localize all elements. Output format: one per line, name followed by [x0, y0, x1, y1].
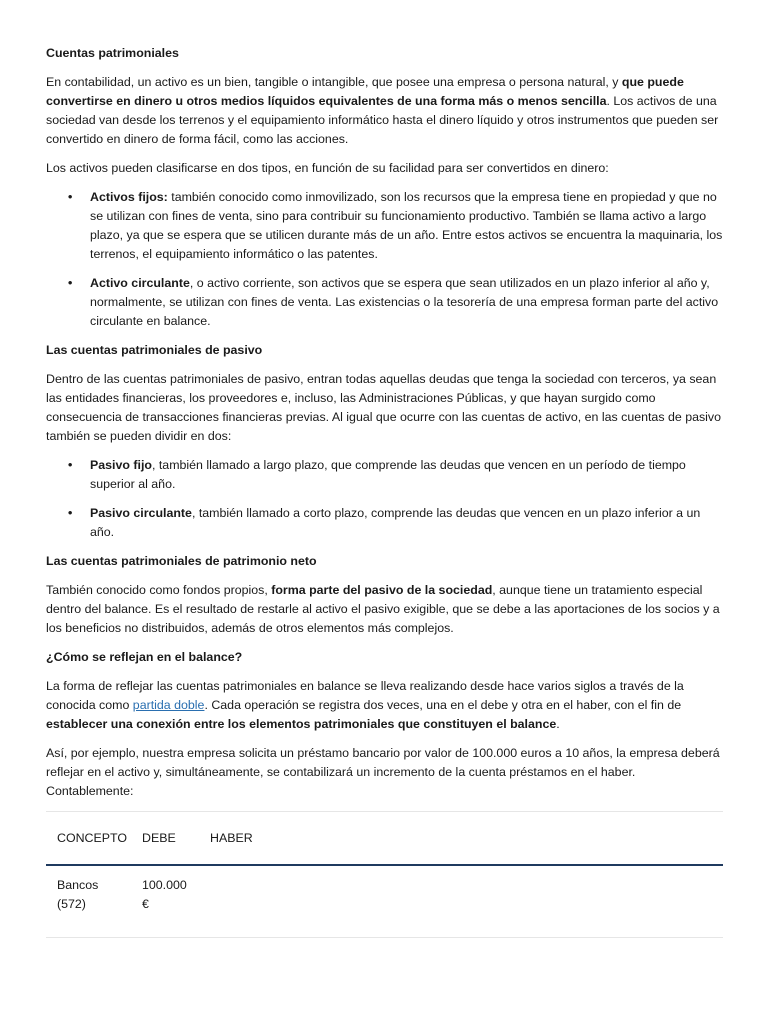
- partida-doble-link[interactable]: partida doble: [132, 698, 205, 712]
- table-row: [46, 866, 723, 938]
- column-header-haber: HABER: [210, 830, 253, 845]
- cell-text: 100.000 €: [142, 878, 187, 911]
- paragraph-text: . Los activos de una sociedad van desde los terrenos y el equipamiento informático hasta el dinero líquido y otros instrumentos que pueden ser convertido en dinero de forma fácil, como las acciones.: [46, 94, 719, 146]
- list-item: [46, 456, 726, 494]
- list-item: [46, 188, 726, 264]
- section-heading: Las cuentas patrimoniales de pasivo: [46, 343, 263, 357]
- paragraph: Dentro de las cuentas patrimoniales de pasivo, entran todas aquellas deudas que tenga la sociedad con terceros, ya sean las entidades financieras, los proveedores e, incluso, las Administraciones Públicas, y que hayan surgido como consecuencia de transacciones financieras previas. Al igual que ocurre con las cuentas de activo, en las cuentas de pasivo también se pueden dividir en dos:: [46, 372, 722, 443]
- table-cell: [142, 876, 210, 937]
- bold-text: Activos fijos:: [90, 190, 168, 204]
- paragraph: [46, 677, 726, 734]
- section-heading: Las cuentas patrimoniales de patrimonio neto: [46, 554, 317, 568]
- section-heading: Cuentas patrimoniales: [46, 46, 179, 60]
- paragraph-text: . Cada operación se registra dos veces, una en el debe y otra en el haber, con el fin de: [204, 698, 682, 712]
- table-header: [46, 812, 723, 866]
- section-heading: ¿Cómo se reflejan en el balance?: [46, 650, 243, 664]
- list-item-text: también conocido como inmovilizado, son los recursos que la empresa tiene en propiedad y que no se utilizan con fines de venta, sino para contribuir su funcionamiento productivo. También se llama activo a largo plazo, ya que se espera que se utilicen durante más de un año. Entre estos activos se encuentra la maquinaria, los terrenos, el equipamiento informático o las patentes.: [90, 190, 723, 261]
- paragraph: Los activos pueden clasificarse en dos tipos, en función de su facilidad para ser convertidos en dinero:: [46, 161, 609, 175]
- accounting-table: [46, 811, 723, 938]
- table-cell: [210, 876, 290, 937]
- list-item-text: , también llamado a corto plazo, comprende las deudas que vencen en un plazo inferior a un año.: [90, 506, 701, 539]
- paragraph-text: También conocido como fondos propios,: [46, 583, 272, 597]
- column-header-concepto: CONCEPTO: [57, 830, 127, 845]
- bold-text: establecer una conexión entre los elementos patrimoniales que constituyen el balance: [46, 717, 557, 731]
- paragraph-text: , aunque tiene un tratamiento especial dentro del balance. Es el resultado de restarle al activo el pasivo exigible, que se debe a las aportaciones de los socios y a los beneficios no distribuidos, además de otros elementos más complejos.: [46, 583, 720, 635]
- bold-text: Activo circulante: [90, 276, 190, 290]
- paragraph-text: La forma de reflejar las cuentas patrimoniales en balance se lleva realizando desde hace varios siglos a través de la conocida como: [46, 679, 684, 712]
- table-cell: [57, 876, 142, 937]
- list-item-text: , o activo corriente, son activos que se espera que sean utilizados en un plazo inferior al año y, normalmente, se utilizan con fines de venta. Las existencias o la tesorería de una empresa forman parte del activo circulante en balance.: [90, 276, 719, 328]
- paragraph: [46, 73, 726, 149]
- column-header-debe: DEBE: [142, 830, 176, 845]
- bullet-list: [46, 456, 726, 542]
- paragraph-text: En contabilidad, un activo es un bien, tangible o intangible, que posee una empresa o persona natural, y: [46, 75, 622, 89]
- bold-text: forma parte del pasivo de la sociedad: [271, 583, 493, 597]
- cell-text: Bancos (572): [57, 878, 99, 911]
- bold-text: Pasivo circulante: [90, 506, 192, 520]
- article-body: [46, 44, 726, 938]
- paragraph-text: .: [556, 717, 560, 731]
- list-item: [46, 504, 726, 542]
- list-item: [46, 274, 726, 331]
- bullet-list: [46, 188, 726, 331]
- paragraph: Así, por ejemplo, nuestra empresa solicita un préstamo bancario por valor de 100.000 euros a 10 años, la empresa deberá reflejar en el activo y, simultáneamente, se contabilizará un incremento de la cuenta préstamos en el haber. Contablemente:: [46, 746, 720, 798]
- list-item-text: , también llamado a largo plazo, que comprende las deudas que vencen en un período de tiempo superior al año.: [90, 458, 686, 491]
- paragraph: [46, 581, 726, 638]
- bold-text: que puede convertirse en dinero u otros medios líquidos equivalentes de una forma más o menos sencilla: [46, 75, 684, 108]
- bold-text: Pasivo fijo: [90, 458, 152, 472]
